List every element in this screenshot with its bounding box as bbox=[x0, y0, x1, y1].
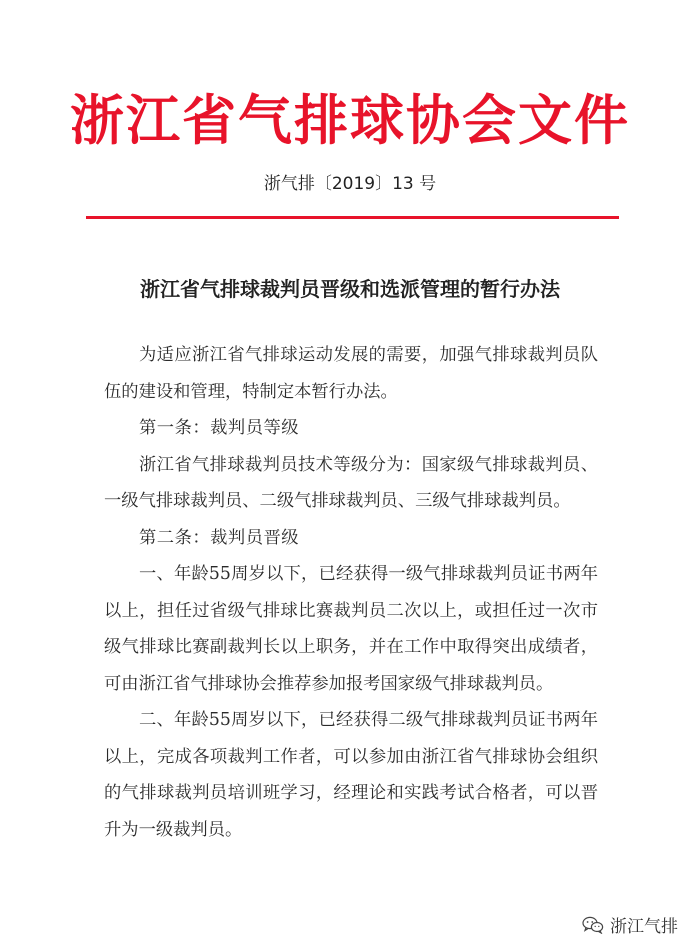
watermark-label: 浙江气排 bbox=[610, 917, 678, 937]
document-number: 浙气排〔2019〕13 号 bbox=[263, 174, 437, 194]
wechat-icon bbox=[582, 916, 604, 934]
paragraph-promotion-first-class: 二、年龄55周岁以下，已经获得二级气排球裁判员证书两年以上，完成各项裁判工作者，可以参加由浙江省气排球协会组织的气排球裁判员培训班学习，经理论和实践考试合格者，可以晋升为一级裁判员。 bbox=[104, 710, 598, 840]
document-title: 浙江省气排球裁判员晋级和选派管理的暂行办法 bbox=[140, 277, 560, 301]
document-masthead: 浙江省气排球协会文件 bbox=[70, 88, 630, 152]
paragraph-intro: 为适应浙江省气排球运动发展的需要，加强气排球裁判员队伍的建设和管理，特制定本暂行办法。 bbox=[104, 345, 598, 402]
wechat-watermark bbox=[582, 912, 678, 937]
article-2-heading: 第二条：裁判员晋级 bbox=[139, 527, 300, 548]
document-body bbox=[104, 337, 598, 848]
paragraph-promotion-national: 一、年龄55周岁以下，已经获得一级气排球裁判员证书两年以上，担任过省级气排球比赛裁判员二次以上，或担任过一次市级气排球比赛副裁判长以上职务，并在工作中取得突出成绩者，可由浙江省气排球协会推荐参加报考国家级气排球裁判员。 bbox=[104, 564, 598, 694]
paragraph-referee-grades: 浙江省气排球裁判员技术等级分为：国家级气排球裁判员、一级气排球裁判员、二级气排球裁判员、三级气排球裁判员。 bbox=[104, 454, 598, 511]
article-1-heading: 第一条：裁判员等级 bbox=[139, 418, 300, 438]
red-divider-rule bbox=[86, 216, 619, 219]
